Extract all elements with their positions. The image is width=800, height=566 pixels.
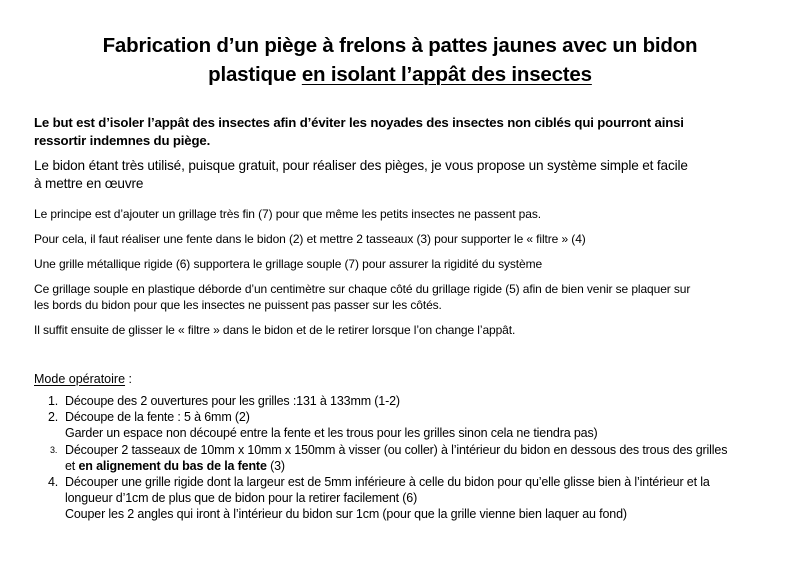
- intro-bold-line-2: ressortir indemnes du piège.: [34, 132, 211, 148]
- title-line-2: [40, 60, 760, 89]
- intro-bold-line-1: Le but est d’isoler l’appât des insectes afin d’éviter les noyades des insectes non ciblés qui pourront ainsi: [34, 115, 684, 130]
- step-2: [42, 409, 792, 441]
- mode-operatoire-label: Mode opératoire: [34, 372, 126, 386]
- grillage-souple-line-1: Ce grillage souple en plastique déborde d’un centimètre sur chaque côté du grillage rigide (5) afin de bien venir se plaquer sur: [34, 282, 691, 296]
- step-3-bold: en alignement du bas de la fente: [78, 458, 267, 473]
- step-number: 2.: [48, 410, 59, 425]
- paragraph-grille: Une grille métallique rigide (6) supportera le grillage souple (7) pour assurer la rigidité du système: [34, 257, 543, 271]
- mode-operatoire-heading: [34, 371, 132, 387]
- paragraph-grillage-souple: [34, 281, 784, 313]
- intro-line-1: Le bidon étant très utilisé, puisque gratuit, pour réaliser des pièges, je vous propose un système simple et facile: [34, 158, 688, 173]
- document-title: [40, 31, 760, 89]
- step-3-line-1: Découper 2 tasseaux de 10mm x 10mm x 150mm à visser (ou coller) à l’intérieur du bidon en dessous des trous des grilles: [65, 442, 728, 457]
- paragraph-principle: Le principe est d’ajouter un grillage très fin (7) pour que même les petits insectes ne passent pas.: [34, 207, 541, 221]
- steps-list: [42, 393, 792, 523]
- intro-line-2: à mettre en œuvre: [34, 175, 144, 191]
- step-4-line-1: Découper une grille rigide dont la largeur est de 5mm inférieure à celle du bidon pour qu’elle glisse bien à l’intérieur et la: [65, 475, 710, 490]
- title-underlined-part: en isolant l’appât des insectes: [301, 63, 592, 86]
- step-number: 3.: [50, 444, 58, 455]
- step-4: [42, 474, 792, 523]
- step-2-line-1: Découpe de la fente : 5 à 6mm (2): [65, 410, 250, 425]
- step-1-line-1: Découpe des 2 ouvertures pour les grilles :131 à 133mm (1-2): [65, 394, 400, 408]
- step-2-line-2: Garder un espace non découpé entre la fente et les trous pour les grilles sinon cela ne tiendra pas): [65, 426, 598, 441]
- step-4-line-3: Couper les 2 angles qui iront à l’intérieur du bidon sur 1cm (pour que la grille vienne bien laquer au fond): [65, 507, 627, 522]
- intro-paragraph: [34, 157, 784, 192]
- step-3-line-2: [65, 458, 792, 474]
- intro-bold-paragraph: [34, 114, 784, 149]
- step-number: 1.: [48, 394, 59, 408]
- step-1: [42, 393, 792, 409]
- paragraph-fente: Pour cela, il faut réaliser une fente dans le bidon (2) et mettre 2 tasseaux (3) pour supporter le « filtre » (4): [34, 232, 586, 246]
- step-4-line-2: longueur d’1cm de plus que de bidon pour la retirer facilement (6): [65, 491, 418, 506]
- paragraph-filtre: Il suffit ensuite de glisser le « filtre » dans le bidon et de le retirer lorsque l’on change l’appât.: [34, 323, 516, 337]
- title-line-1: Fabrication d’un piège à frelons à pattes jaunes avec un bidon: [102, 34, 698, 57]
- step-3-prefix: et: [65, 458, 79, 473]
- step-3: [42, 442, 792, 474]
- grillage-souple-line-2: les bords du bidon pour que les insectes ne puissent pas passer sur les côtés.: [34, 298, 442, 312]
- step-3-suffix: (3): [266, 458, 285, 473]
- mode-operatoire-colon: :: [125, 372, 132, 386]
- step-number: 4.: [48, 475, 59, 490]
- title-plain-part: plastique: [208, 63, 302, 86]
